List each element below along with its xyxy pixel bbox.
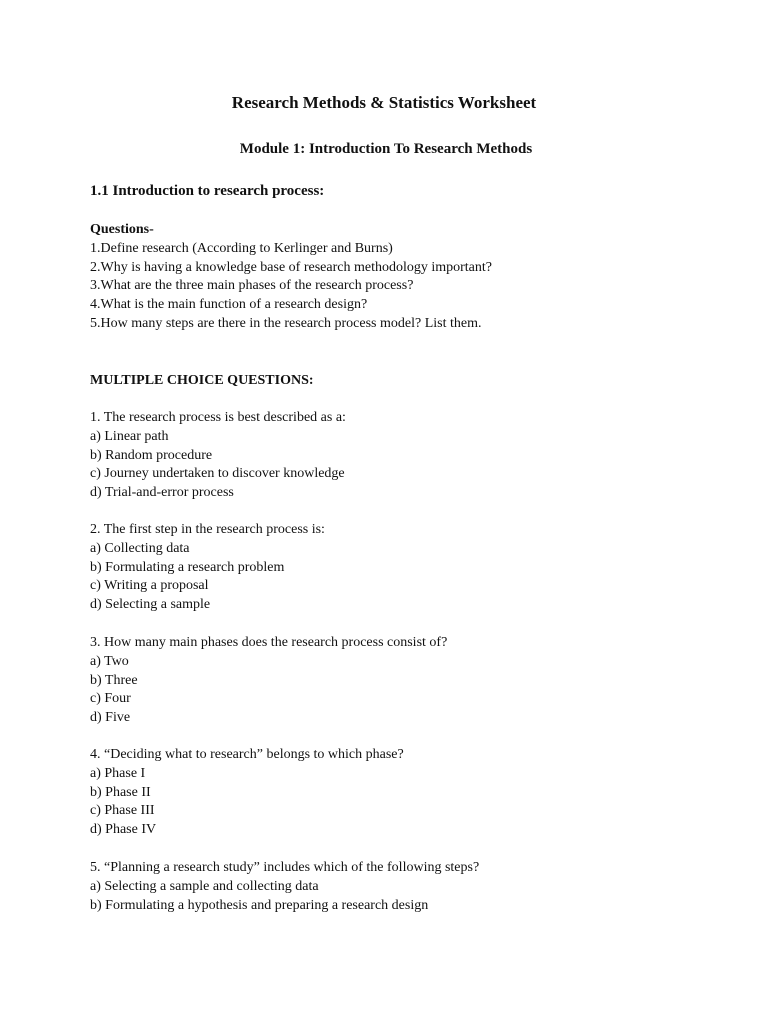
mcq-heading: MULTIPLE CHOICE QUESTIONS: [90,373,314,388]
mcq-option: a) Selecting a sample and collecting data [90,878,319,894]
question-item: 1.Define research (According to Kerlinger and Burns) [90,240,393,256]
mcq-option: a) Phase I [90,765,146,781]
section-heading: 1.1 Introduction to research process: [90,183,325,199]
mcq-question: 1. The research process is best described as a: [90,410,346,425]
mcq-question: 2. The first step in the research process is: [90,522,325,537]
mcq-option: d) Trial-and-error process [90,485,234,500]
mcq-option: c) Journey undertaken to discover knowledge [90,466,345,482]
mcq-option: c) Phase III [90,803,155,819]
mcq-option: b) Random procedure [90,447,213,463]
mcq-option: c) Writing a proposal [90,578,209,594]
mcq-item-3 [90,634,710,728]
mcq-option: a) Two [90,653,129,669]
mcq-option: a) Collecting data [90,540,190,556]
mcq-option: d) Phase IV [90,822,157,837]
mcq-option: b) Three [90,672,138,688]
module-title: Module 1: Introduction To Research Methods [239,141,533,157]
mcq-question: 3. How many main phases does the research process consist of? [90,635,448,650]
question-item: 4.What is the main function of a research design? [90,297,368,312]
mcq-item-4 [90,746,710,840]
mcq-option: d) Five [90,710,131,725]
mcq-option: a) Linear path [90,428,169,444]
mcq-question: 4. “Deciding what to research” belongs to which phase? [90,747,404,762]
questions-label: Questions- [90,222,154,237]
mcq-option: b) Formulating a hypothesis and preparing a research design [90,897,429,913]
mcq-item-1 [90,409,710,503]
mcq-option: c) Four [90,691,131,707]
mcq-item-5 [90,859,710,915]
mcq-option: d) Selecting a sample [90,597,211,612]
mcq-item-2 [90,521,710,615]
mcq-question: 5. “Planning a research study” includes which of the following steps? [90,860,480,875]
mcq-option: b) Formulating a research problem [90,559,285,575]
question-item: 5.How many steps are there in the research process model? List them. [90,315,482,331]
questions-list [90,221,710,334]
mcq-option: b) Phase II [90,784,151,800]
document-title: Research Methods & Statistics Worksheet [231,93,537,112]
question-item: 3.What are the three main phases of the research process? [90,278,414,294]
question-item: 2.Why is having a knowledge base of research methodology important? [90,259,492,275]
